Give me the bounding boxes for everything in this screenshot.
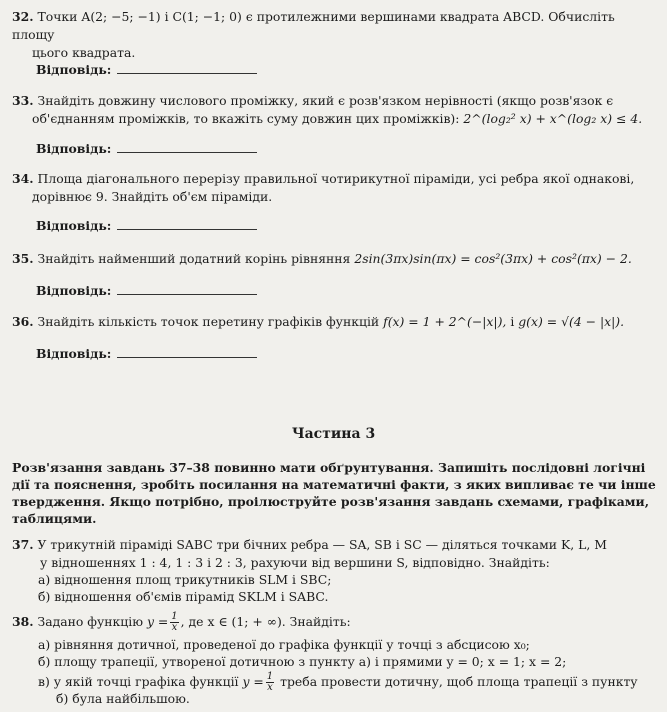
fraction-1-over-x (170, 612, 178, 633)
answer-label: Відповідь: (36, 283, 112, 298)
task-number: 35. (12, 251, 34, 266)
task-number: 34. (12, 171, 34, 186)
fraction-denominator: x (267, 682, 273, 693)
task-text-domain: , де x ∈ (1; + ∞). Знайдіть: (180, 614, 351, 629)
task-text-cont: дорівнює 9. Знайдіть об'єм піраміди. (32, 189, 273, 204)
task-number: 33. (12, 93, 34, 108)
task-text-cont: цього квадрата. (32, 45, 136, 60)
task-number: 36. (12, 314, 34, 329)
task-33 (12, 92, 657, 128)
fraction-denominator: x (171, 622, 178, 633)
answer-34 (36, 218, 257, 233)
answer-line[interactable] (117, 346, 257, 358)
conjunction: і (510, 314, 515, 329)
fraction-numerator: 1 (266, 671, 274, 682)
task-text: Знайдіть кількість точок перетину графіків функцій (37, 314, 380, 329)
answer-line[interactable] (117, 62, 257, 74)
answer-label: Відповідь: (36, 141, 112, 156)
task-35 (12, 250, 657, 268)
answer-35 (36, 283, 257, 298)
fraction-numerator: 1 (171, 611, 178, 622)
part-instructions: Розв'язання завдань 37–38 повинно мати обґрунтування. Запишіть послідовні логічні дії та пояснення, зробіть посилання на математичні факти, з яких випливає те чи інше твердження. Якщо потрібно, проілюструйте розв'язання завдань схемами, графіками, таблицями. (12, 460, 656, 526)
task-38-a: а) рівняння дотичної, проведеної до графіка функції у точці з абсцисою x₀; (38, 637, 530, 652)
task-text: Площа діагонального перерізу правильної чотирикутної піраміди, усі ребра якої однакові, (37, 171, 635, 186)
task-38-c-text-cont: треба провести дотичну, щоб площа трапеції з пункту (280, 674, 638, 689)
answer-33 (36, 141, 257, 156)
task-37-b: б) відношення об'ємів пірамід SKLM і SABC. (38, 589, 329, 604)
answer-line[interactable] (117, 218, 257, 230)
answer-label: Відповідь: (36, 62, 112, 77)
part-title: Частина 3 (291, 426, 376, 442)
task-37-a: а) відношення площ трикутників SLM і SBC; (38, 572, 332, 587)
task-text: Точки A(2; −5; −1) і C(1; −1; 0) є протилежними вершинами квадрата ABCD. Обчисліть площу (12, 9, 615, 42)
task-34 (12, 170, 657, 206)
inequality-formula: 2^(log₂² x) + x^(log₂ x) ≤ 4. (463, 111, 643, 126)
task-38-b: б) площу трапеції, утвореної дотичною з пункту а) і прямими y = 0; x = 1; x = 2; (38, 654, 567, 669)
equation-formula: 2sin(3πx)sin(πx) = cos²(3πx) + cos²(πx) − 2. (354, 251, 632, 266)
task-number: 32. (12, 9, 34, 24)
task-37 (12, 536, 657, 572)
task-38-c-text: в) у якій точці графіка функції (38, 674, 239, 689)
answer-line[interactable] (117, 141, 257, 153)
task-number: 38. (12, 614, 34, 629)
task-text: Знайдіть довжину числового проміжку, який є розв'язком нерівності (якщо розв'язок є (37, 93, 614, 108)
function-f-formula: f(x) = 1 + 2^(−|x|), (383, 314, 507, 329)
task-38 (12, 612, 657, 633)
answer-label: Відповідь: (36, 346, 112, 361)
task-text-cont: об'єднанням проміжків, то вкажіть суму довжин цих проміжків): (32, 111, 460, 126)
answer-label: Відповідь: (36, 218, 112, 233)
task-36 (12, 313, 657, 331)
task-32 (12, 8, 657, 62)
task-text: Задано функцію (37, 614, 144, 629)
answer-32 (36, 62, 257, 77)
task-text-cont: у відношеннях 1 : 4, 1 : 3 і 2 : 3, рахуючи від вершини S, відповідно. Знайдіть: (40, 555, 550, 570)
task-number: 37. (12, 537, 34, 552)
task-text: У трикутній піраміді SABC три бічних ребра — SA, SB і SC — діляться точками K, L, M (37, 537, 607, 552)
y-equals: y = (146, 614, 169, 629)
task-38-c-end: б) була найбільшою. (56, 691, 190, 706)
y-equals: y = (242, 674, 264, 689)
answer-line[interactable] (117, 283, 257, 295)
task-text: Знайдіть найменший додатний корінь рівняння (37, 251, 351, 266)
answer-36 (36, 346, 257, 361)
function-g-formula: g(x) = √(4 − |x|). (518, 314, 625, 329)
